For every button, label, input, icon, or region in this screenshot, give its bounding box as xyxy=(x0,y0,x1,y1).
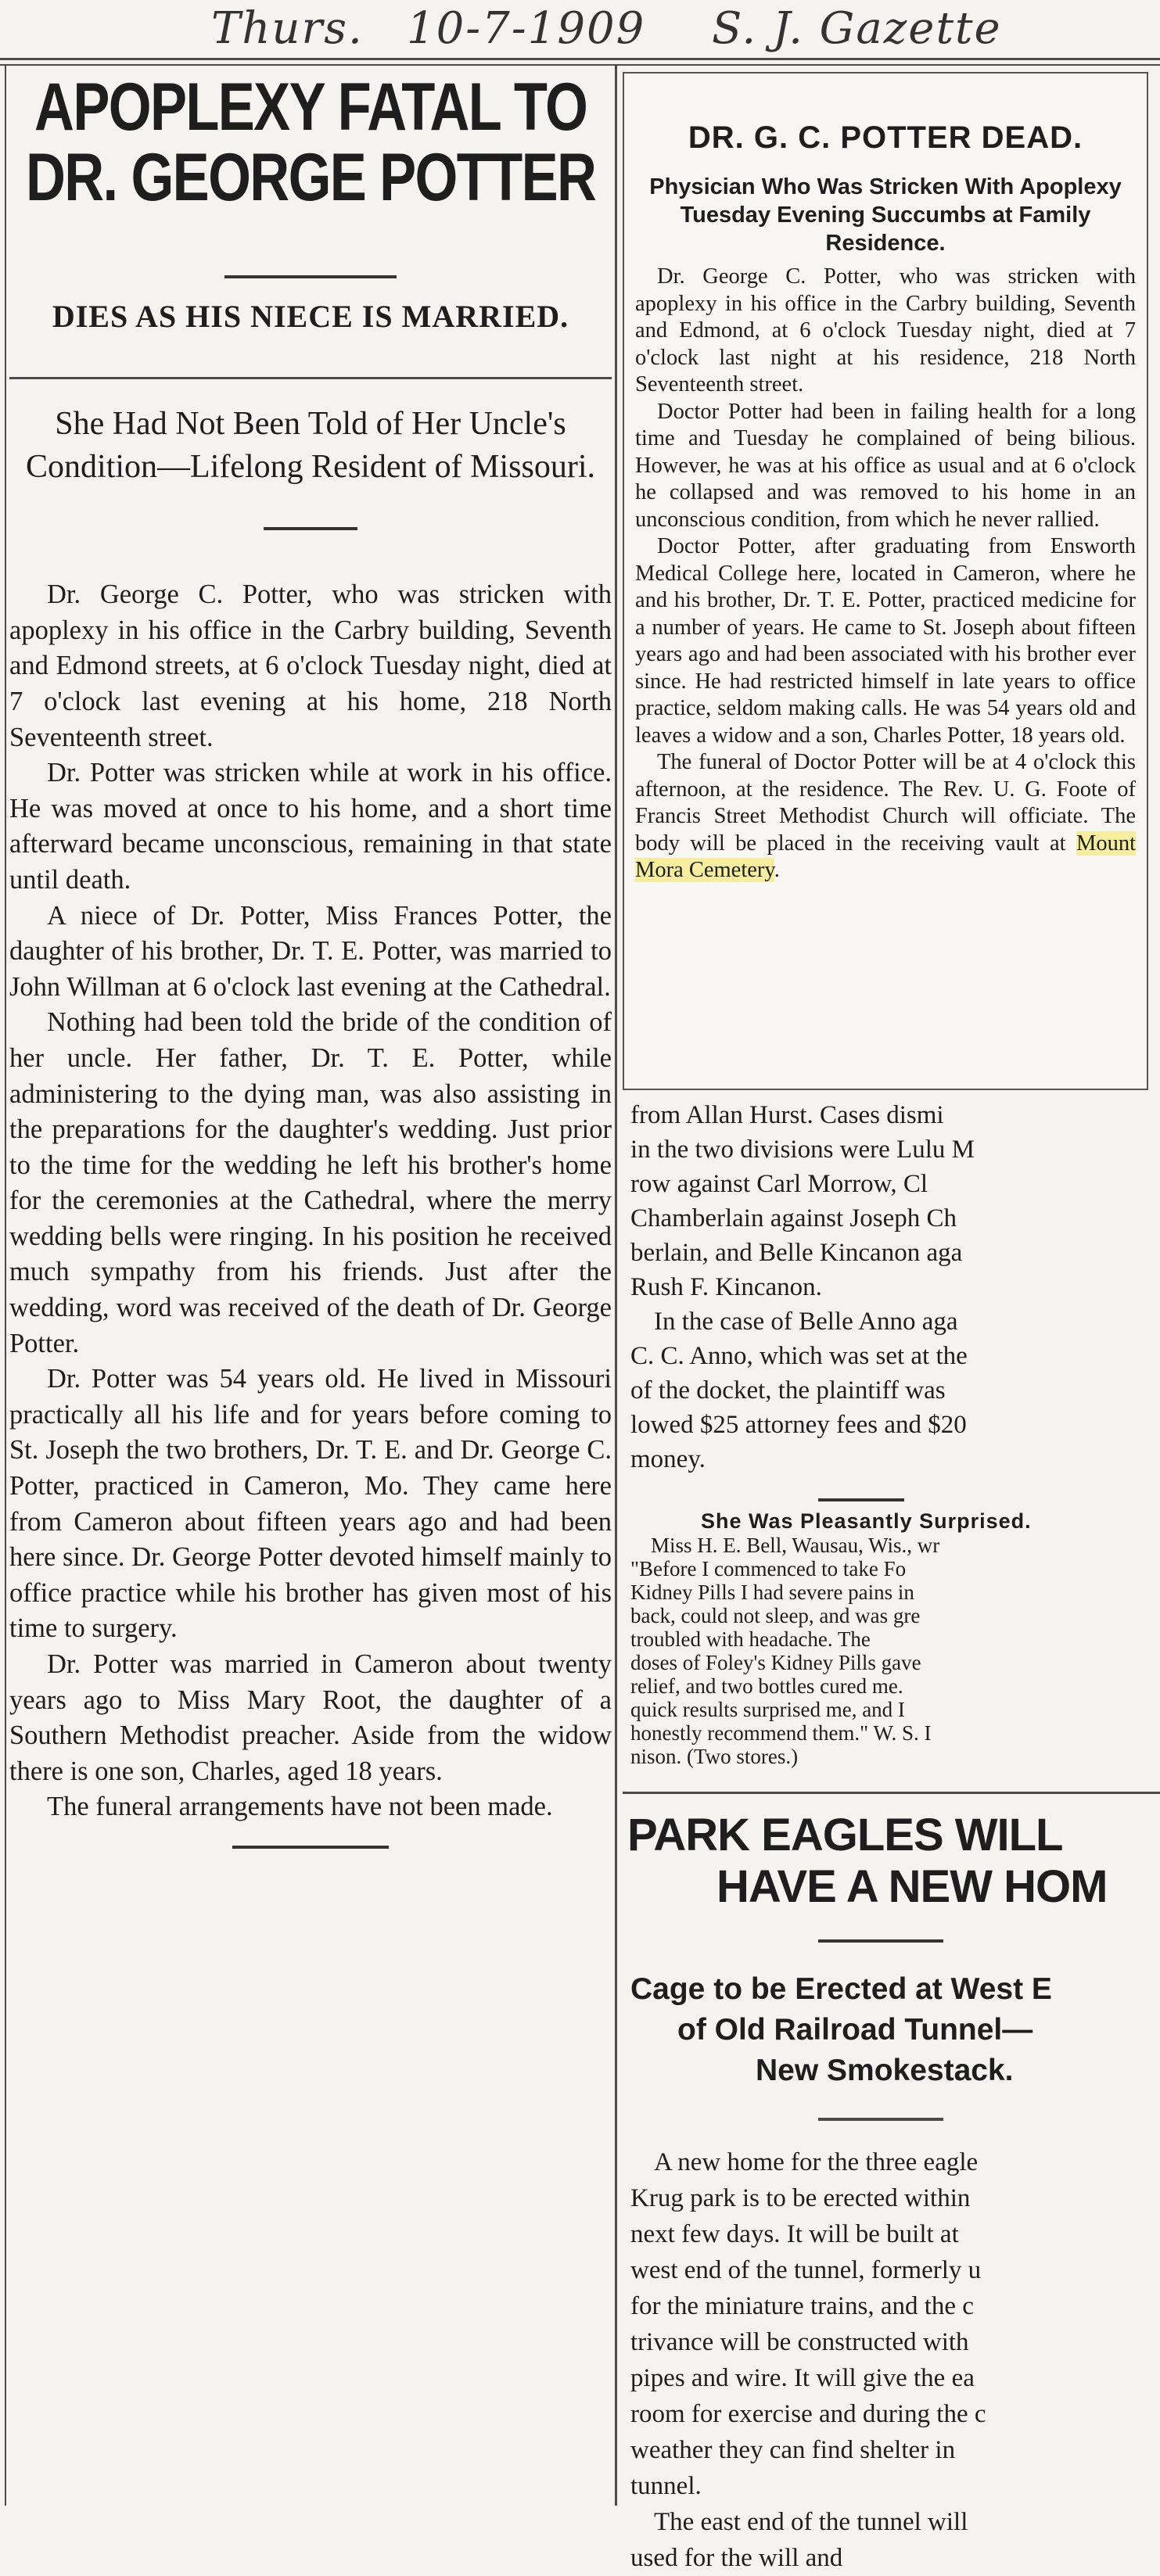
text-line: trivance will be constructed with xyxy=(630,2328,969,2356)
park-headline-line-2: HAVE A NEW HOM xyxy=(716,1861,1108,1912)
park-deck-line-3: New Smokestack. xyxy=(756,2054,1014,2087)
paragraph: Nothing had been told the bride of the condition of her uncle. Her father, Dr. T. E. Potter, while administering to the dying man, was also assisting in the preparations for the daughter's wedding. Just prior to the time for the wedding he left his brother's home for the ceremonies at the Cathedral, where the merry wedding bells were ringing. In his position he received much sympathy from his friends. Just after the wedding, word was received of the death of Dr. George Potter. xyxy=(9,1007,612,1358)
text-line: weather they can find shelter in xyxy=(630,2436,956,2464)
text-line: "Before I commenced to take Fo xyxy=(630,1557,907,1580)
text-line: A new home for the three eagle xyxy=(654,2148,979,2176)
text-line: berlain, and Belle Kincanon aga xyxy=(630,1239,963,1267)
text-line: of the docket, the plaintiff was xyxy=(630,1376,946,1405)
paragraph: Dr. George C. Potter, who was stricken with apoplexy in his office in the Carbry building, Seventh and Edmond streets, at 6 o'clock Tuesday night, died at 7 o'clock last evening at his home, 218 North Seventeenth street. xyxy=(9,579,612,752)
park-divider xyxy=(818,1939,943,1943)
box-headline: DR. G. C. POTTER DEAD. xyxy=(688,120,1083,155)
left-article xyxy=(9,72,612,1866)
park-deck-line-2: of Old Railroad Tunnel— xyxy=(677,2013,1033,2047)
box-body xyxy=(635,264,1136,884)
handwritten-notation xyxy=(211,0,1048,63)
text-line: next few days. It will be built at xyxy=(630,2220,959,2248)
text-line: In the case of Belle Anno aga xyxy=(654,1308,958,1336)
text-line: row against Carl Morrow, Cl xyxy=(630,1170,928,1198)
text-line: west end of the tunnel, formerly u xyxy=(630,2256,982,2284)
text-line: money. xyxy=(630,1445,706,1473)
right-column xyxy=(623,1098,1160,2572)
court-fragment xyxy=(623,1098,1160,1476)
park-body xyxy=(623,2144,1160,2576)
notation-date: 10-7-1909 xyxy=(407,3,646,54)
box-deck: Physician Who Was Stricken With Apoplexy Tuesday Evening Succumbs at Family Residence. xyxy=(649,174,1122,256)
column-divider xyxy=(615,66,617,2506)
left-margin-rule xyxy=(5,66,6,2506)
text-line: relief, and two bottles cured me. xyxy=(630,1674,903,1698)
top-rule xyxy=(0,58,1160,60)
text-line: doses of Foley's Kidney Pills gave xyxy=(630,1651,921,1674)
text-line: Rush F. Kincanon. xyxy=(630,1273,822,1301)
paragraph: The funeral arrangements have not been made. xyxy=(47,1792,553,1822)
left-article-body xyxy=(9,577,612,1825)
ad-title: She Was Pleasantly Surprised. xyxy=(701,1509,1032,1533)
text-line: troubled with headache. The xyxy=(630,1627,871,1651)
park-deck-divider xyxy=(818,2118,943,2121)
text-line: Kidney Pills I had severe pains in xyxy=(630,1580,914,1604)
top-rule-thin xyxy=(0,64,1160,66)
boxed-article xyxy=(623,72,1148,1090)
paragraph: Dr. George C. Potter, who was stricken with apoplexy in his office in the Carbry building, Seventh and Edmond, at 6 o'clock Tuesday night, died at 7 o'clock last night at his residence, 218 North Seventeenth street. xyxy=(635,264,1136,396)
text-line: nison. (Two stores.) xyxy=(630,1745,799,1768)
paragraph: Doctor Potter had been in failing health for a long time and Tuesday he complained of being bilious. However, he was at his office as usual and at 6 o'clock he collapsed and was removed to his home in an unconscious condition, from which he never rallied. xyxy=(635,399,1136,532)
article-deck: She Had Not Been Told of Her Uncle's Condition—Lifelong Resident of Missouri. xyxy=(26,406,595,485)
park-headline-line-1: PARK EAGLES WILL xyxy=(627,1810,1063,1860)
paragraph xyxy=(635,749,1136,884)
text-line: Krug park is to be erected within xyxy=(630,2184,971,2212)
subheadline: DIES AS HIS NIECE IS MARRIED. xyxy=(52,299,569,334)
paragraph: Dr. Potter was 54 years old. He lived in Missouri practically all his life and for years before coming to St. Joseph the two brothers, Dr. T. E. and Dr. George C. Potter, practiced in Cameron, Mo. They came here from Cameron about fifteen years ago and had been here since. Dr. George Potter devoted himself mainly to office practice while his brother has given most of his time to surgery. xyxy=(9,1364,612,1644)
main-headline-line-2: DR. GEORGE POTTER xyxy=(25,140,596,216)
paragraph: A niece of Dr. Potter, Miss Frances Potter, the daughter of his brother, Dr. T. E. Potter, was married to John Willman at 6 o'clock last evening at the Cathedral. xyxy=(9,900,612,1002)
text-line: for the miniature trains, and the c xyxy=(630,2292,974,2320)
main-headline-line-1: APOPLEXY FATAL TO xyxy=(34,70,587,145)
text-line: pipes and wire. It will give the ea xyxy=(630,2364,975,2392)
text-line: back, could not sleep, and was gre xyxy=(630,1604,921,1627)
text-line: C. C. Anno, which was set at the xyxy=(630,1342,968,1370)
cemetery-name: Mount Mora Cemetery xyxy=(635,831,1136,882)
text-line: Miss H. E. Bell, Wausau, Wis., wr xyxy=(651,1534,940,1557)
text-line: room for exercise and during the c xyxy=(630,2400,986,2428)
text-line: The east end of the tunnel will xyxy=(654,2508,968,2536)
end-rule xyxy=(232,1846,389,1849)
paragraph: Doctor Potter, after graduating from Ensworth Medical College here, located in Cameron, where he and his brother, Dr. T. E. Potter, practiced medicine for a number of years. He came to St. Joseph about fifteen years ago and had been associated with his brother ever since. He had restricted himself in late years to office practice, seldom making calls. He was 54 years old and leaves a widow and a son, Charles Potter, 18 years old. xyxy=(635,534,1136,748)
text-line: honestly recommend them." W. S. I xyxy=(630,1721,932,1745)
park-deck-line-1: Cage to be Erected at West E xyxy=(630,1972,1052,2006)
ad-divider xyxy=(818,1498,904,1501)
paragraph: Dr. Potter was married in Cameron about twenty years ago to Miss Mary Root, the daughter of a Southern Methodist preacher. Aside from the widow there is one son, Charles, aged 18 years. xyxy=(9,1649,612,1786)
ad-body xyxy=(623,1534,1160,1768)
deck-divider xyxy=(264,527,357,530)
text-line: quick results surprised me, and I xyxy=(630,1698,905,1721)
text-line: in the two divisions were Lulu M xyxy=(630,1136,975,1164)
text-line: lowed $25 attorney fees and $20 xyxy=(630,1411,967,1439)
paragraph: Dr. Potter was stricken while at work in his office. He was moved at once to his home, and a short time afterward became unconscious, remaining in that state until death. xyxy=(9,758,612,895)
text-line: from Allan Hurst. Cases dismi xyxy=(630,1101,944,1129)
section-rule xyxy=(623,1792,1160,1794)
funeral-end: . xyxy=(774,858,780,882)
section-rule xyxy=(9,377,612,379)
headline-divider xyxy=(224,275,397,278)
notation-day: Thurs. xyxy=(211,3,364,54)
funeral-text: The funeral of Doctor Potter will be at 4 o'clock this afternoon, at the residence. The Rev. U. G. Foote of Francis Street Methodist Church will officiate. The body will be placed in the receiving vault at xyxy=(635,750,1136,856)
notation-source: S. J. Gazette xyxy=(712,3,1002,54)
text-line: used for the will and xyxy=(630,2544,843,2572)
text-line: Chamberlain against Joseph Ch xyxy=(630,1204,957,1232)
text-line: tunnel. xyxy=(630,2472,702,2500)
